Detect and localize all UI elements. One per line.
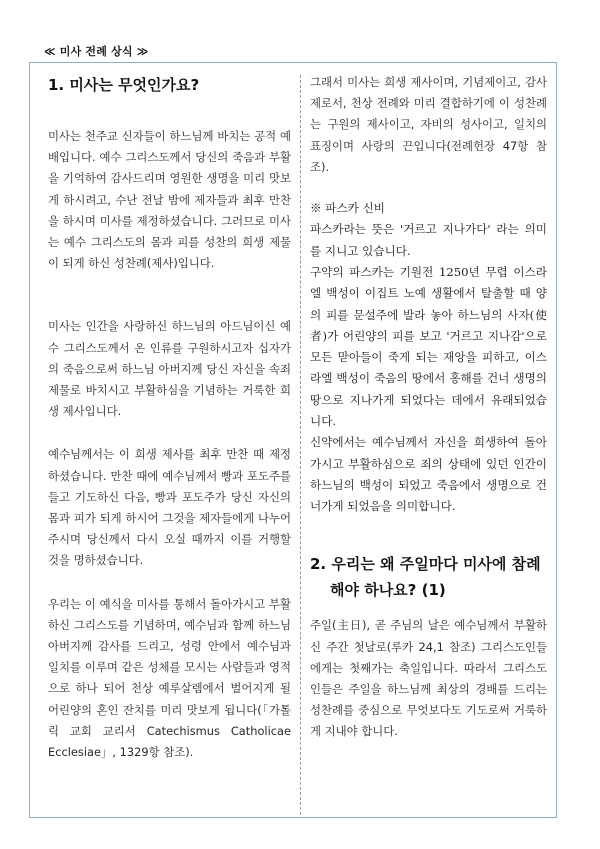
section2-title [310,551,547,603]
right-column [310,72,547,743]
paragraph: 우리는 이 예식을 미사를 통해서 돌아가시고 부활하신 그리스도를 기념하며, 예수님과 함께 하느님 아버지께 감사를 드리고, 성령 안에서 예수님과 일치를 이루며 같은 성체를 모시는 사람들과 영적으로 하나 되어 천상 예루살렘에서 벌어지게 될 어린양의 혼인 잔치를 미리 맛보게 됩니다(「가톨릭 교회 교리서 Catechismus Catholicae Ecclesiae」, 1329항 참조). [48,596,291,760]
paragraph: 그래서 미사는 희생 제사이며, 기념제이고, 감사제로서, 천상 전례와 미리 결합하기에 이 성찬례는 구원의 제사이고, 자비의 성사이고, 일치의 표징이며 사랑의 끈입니다(전례헌장 47항 참조). [310,75,547,174]
column-divider [300,75,301,815]
section2-title-line1: 2. 우리는 왜 주일마다 미사에 참례 [310,555,541,574]
paragraph: 미사는 천주교 신자들이 하느님께 바치는 공적 예배입니다. 예수 그리스도께서 당신의 죽음과 부활을 기억하여 감사드리며 영원한 생명을 미리 맛보게 하시려고, 수난 전날 밤에 제자들과 최후 만찬을 하시며 미사를 제정하셨습니다. 그러므로 미사는 예수 그리스도의 몸과 피를 성찬의 희생 제물이 되게 하신 성찬례(제사)입니다. [48,129,291,271]
note-title: ※ 파스카 신비 [310,201,385,216]
paragraph: 예수님께서는 이 희생 제사를 최후 만찬 때 제정하셨습니다. 만찬 때에 예수님께서 빵과 포도주를 들고 기도하신 다음, 빵과 포도주가 당신 자신의 몸과 피가 되게 하시어 그것을 제자들에게 나누어 주시며 당신께서 다시 오실 때까지 이를 거행할 것을 명하셨습니다. [48,447,291,568]
section2-title-line2: 해야 하나요? (1) [330,581,446,600]
note-line: 신약에서는 예수님께서 자신을 희생하여 돌아가시고 부활하심으로 죄의 상태에 있던 인간이 하느님의 백성이 되었고 죽음에서 생명으로 건너가게 되었음을 의미합니다. [310,435,547,514]
section1-title: 1. 미사는 무엇인가요? [48,76,200,94]
paragraph: 미사는 인간을 사랑하신 하느님의 아드님이신 예수 그리스도께서 온 인류를 구원하시고자 십자가의 죽음으로써 하느님 아버지께 당신 자신을 속죄 제물로 바치시고 부활하심을 기념하는 거룩한 희생 제사입니다. [48,319,291,419]
left-column [48,72,291,763]
note-line: 구약의 파스카는 기원전 1250년 무렵 이스라엘 백성이 이집트 노예 생활에서 탈출할 때 양의 피를 문설주에 발라 놓아 하느님의 사자(使者)가 어린양의 피를 보고 '거르고 지나감'으로 모든 맏아들이 죽게 되는 재앙을 피하고, 이스라엘 백성이 죽음의 땅에서 홍해를 건너 생명의 땅으로 지나가게 되었다는 데에서 유래되었습니다. [310,264,547,428]
paragraph: 주일(主日), 곧 주님의 날은 예수님께서 부활하신 주간 첫날로(루카 24,1 참조) 그리스도인들에게는 첫째가는 축일입니다. 따라서 그리스도인들은 주일을 하느님께 최상의 경배를 드리는 성찬례를 중심으로 무엇보다도 기도로써 거룩하게 지내야 합니다. [310,618,547,739]
header-title: ≪ 미사 전례 상식 ≫ [44,45,149,58]
note-line: 파스카라는 뜻은 '거르고 지나가다' 라는 의미를 지니고 있습니다. [310,222,547,258]
